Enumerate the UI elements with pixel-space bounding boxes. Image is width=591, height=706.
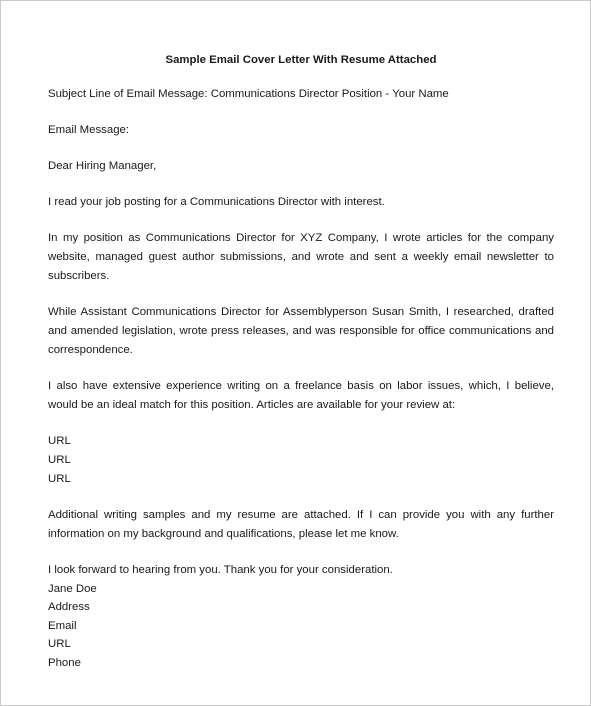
url-link[interactable]: URL xyxy=(48,454,71,466)
salutation: Dear Hiring Manager, xyxy=(48,160,157,172)
paragraph-interest: I read your job posting for a Communications Director with interest. xyxy=(48,196,385,208)
subject-line: Subject Line of Email Message: Communications Director Position - Your Name xyxy=(48,88,449,100)
closing-line: I look forward to hearing from you. Thank you for your consideration. xyxy=(48,564,393,576)
document-title: Sample Email Cover Letter With Resume Attached xyxy=(165,54,437,66)
url-link[interactable]: URL xyxy=(48,473,71,485)
paragraph-xyz-company: In my position as Communications Director for XYZ Company, I wrote articles for the company website, managed guest author submissions, and wrote and sent a weekly email newsletter to subscribers. xyxy=(48,232,554,282)
signature-name: Jane Doe xyxy=(48,582,97,595)
url-list xyxy=(48,432,554,489)
signature-address: Address xyxy=(48,601,90,613)
paragraph-additional-samples: Additional writing samples and my resume are attached. If I can provide you with any further information on my background and qualifications, please let me know. xyxy=(48,509,554,540)
url-link[interactable]: URL xyxy=(48,435,71,447)
letter-body xyxy=(48,53,554,672)
paragraph-freelance: I also have extensive experience writing on a freelance basis on labor issues, which, I believe, would be an ideal match for this position. Articles are available for your review at: xyxy=(48,380,554,411)
signature-block xyxy=(48,561,554,672)
signature-phone: Phone xyxy=(48,656,81,669)
email-message-label: Email Message: xyxy=(48,124,130,136)
paragraph-assistant-director: While Assistant Communications Director for Assemblyperson Susan Smith, I researched, drafted and amended legislation, wrote press releases, and was responsible for office communications and correspondence. xyxy=(48,306,554,356)
signature-url: URL xyxy=(48,638,71,650)
signature-email: Email xyxy=(48,619,77,632)
